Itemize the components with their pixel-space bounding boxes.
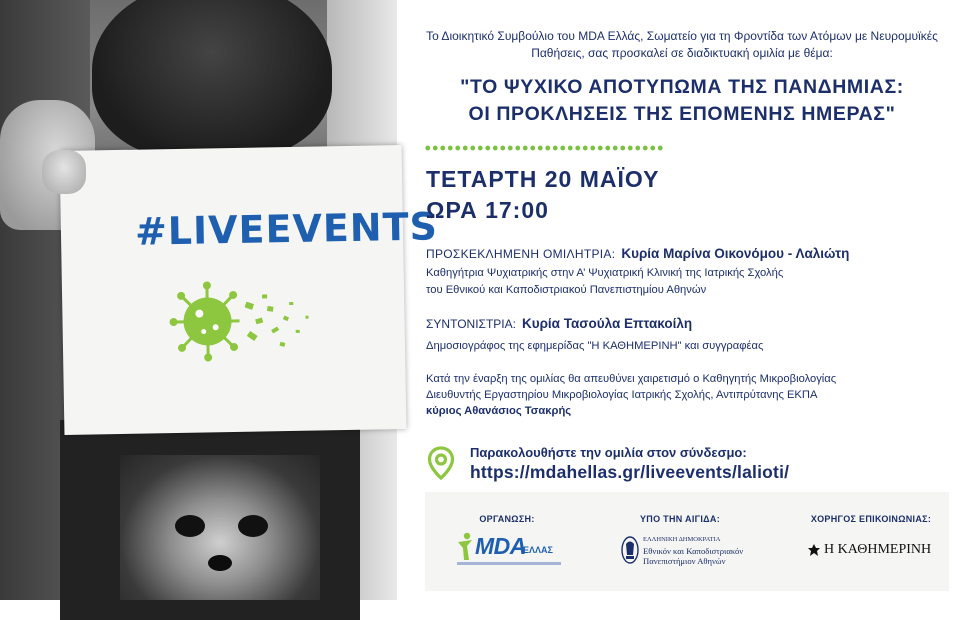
organizer-column [447,514,567,524]
organizer-label: ΟΡΓΑΝΩΣΗ: [479,514,535,524]
invitation-content [397,0,960,600]
kathimerini-wordmark: Η ΚΑΘΗΜΕΡΙΝΗ [824,542,932,557]
kathimerini-emblem-icon [807,543,821,557]
sponsors-footer [425,492,949,591]
speaker-heading [426,246,849,261]
uoa-logo-line: ΕΛΛΗΝΙΚΗ ΔΗΜΟΚΡΑΤΙΑ [643,536,721,543]
greeting-text [426,371,951,419]
dotted-divider [424,145,664,151]
greeting-line: Διευθυντής Εργαστηρίου Μικροβιολογίας Ιατρικής Σχολής, Αντιπρύτανης ΕΚΠΑ [426,389,818,401]
greeting-line: Κατά την έναρξη της ομιλίας θα απευθύνει χαιρετισμό ο Καθηγητής Μικροβιολογίας [426,373,837,385]
event-title [415,74,949,128]
media-sponsor-column [801,514,941,524]
moderator-role: ΣΥΝΤΟΝΙΣΤΡΙΑ: [426,317,516,331]
speaker-description-line: Καθηγήτρια Ψυχιατρικής στην Α’ Ψυχιατρική Κλινική της Ιατρικής Σχολής [426,267,784,279]
mda-ellas-logo [455,532,560,572]
virus-icon [167,272,319,370]
moderator-description: Δημοσιογράφος της εφημερίδας "Η ΚΑΘΗΜΕΡΙΝΗ" και συγγραφέας [426,340,764,352]
event-link[interactable]: https://mdahellas.gr/liveevents/lalioti/ [470,462,790,482]
speaker-description-line: του Εθνικού και Καποδιστριακού Πανεπιστημίου Αθηνών [426,284,707,296]
moderator-name: Κυρία Τασούλα Επτακοίλη [521,316,693,331]
speaker-description [426,265,946,299]
moderator-heading [426,316,692,331]
event-date: ΤΕΤΑΡΤΗ 20 ΜΑΪΟΥ [426,166,660,192]
mda-logo-tagline [457,562,561,565]
child-thumb [42,150,86,194]
watch-label: Παρακολουθήστε την ομιλία στον σύνδεσμο: [470,445,747,460]
patronage-column [615,514,745,524]
media-sponsor-label: ΧΟΡΗΓΟΣ ΕΠΙΚΟΙΝΩΝΙΑΣ: [810,514,932,524]
child-head [92,0,332,160]
liveevents-hashtag: #LIVEEVENTS [134,204,439,254]
mda-logo-wordmark: MDA [475,533,526,559]
greeting-name [426,403,951,419]
hero-photo [0,0,439,600]
uoa-logo-name-line: Εθνικόν και Καποδιστριακόν [643,546,744,556]
patronage-label: ΥΠΟ ΤΗΝ ΑΙΓΙΔΑ: [639,514,721,524]
kathimerini-logo [807,542,937,560]
greeting-person: κύριος Αθανάσιος Τσακρής [426,405,572,417]
location-pin-icon [427,446,455,480]
event-title-line: ΟΙ ΠΡΟΚΛΗΣΕΙΣ ΤΗΣ ΕΠΟΜΕΝΗΣ ΗΜΕΡΑΣ" [468,103,896,125]
mda-figure-icon [455,532,475,562]
intro-text: Το Διοικητικό Συμβούλιο του MDA Ελλάς, Σωματείο για τη Φροντίδα των Ατόμων με Νευρομυϊκές Παθήσεις, σας προσκαλεί σε διαδικτυακή ομιλία με θέμα: [426,29,938,60]
mda-logo-sub: ΕΛΛΑΣ [523,545,553,555]
sign-board [60,145,439,435]
raccoon-eye [238,515,268,537]
uoa-logo-name [643,546,743,566]
uoa-logo-name-line: Πανεπιστήμιον Αθηνών [643,556,726,566]
raccoon-eye [175,515,205,537]
speaker-name: Κυρία Μαρίνα Οικονόμου - Λαλιώτη [621,246,850,261]
raccoon-nose [208,555,232,571]
athena-seal-icon [621,535,639,565]
uoa-logo [621,534,751,570]
event-time: ΩΡΑ 17:00 [426,197,549,223]
raccoon-shirt-print [120,455,320,600]
speaker-role: ΠΡΟΣΚΕΚΛΗΜΕΝΗ ΟΜΙΛΗΤΡΙΑ: [426,247,616,261]
event-title-line: "ΤΟ ΨΥΧΙΚΟ ΑΠΟΤΥΠΩΜΑ ΤΗΣ ΠΑΝΔΗΜΙΑΣ: [460,76,904,98]
